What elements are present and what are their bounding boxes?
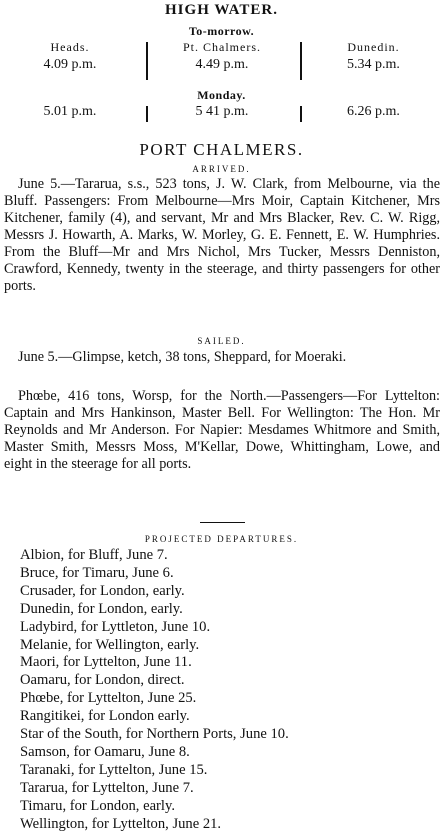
sailed-paragraph-2: Phœbe, 416 tons, Worsp, for the North.—Passengers—For Lyttelton: Captain and Mrs Hankinson, Master Bell. For Wellington: The Hon. Mr Reynolds and Mr Anderson. For Napier: Mesdames Whitmore and Smith, Master Smith, Messrs Moss, M'Kellar, Dowe, Whittingham, Lowe, and eight in the steerage for all ports. [4, 388, 440, 472]
departure-item: Crusader, for London, early. [20, 582, 185, 599]
tide-col-heads [0, 40, 140, 73]
tide-col-dunedin [304, 40, 443, 73]
heads-monday: 5.01 p.m. [43, 104, 97, 119]
departure-item: Star of the South, for Northern Ports, June 10. [20, 726, 289, 743]
high-water-title: HIGH WATER. [165, 2, 278, 18]
departure-item: Oamaru, for London, direct. [20, 672, 185, 689]
departure-item: Phœbe, for Lyttelton, June 25. [20, 690, 197, 707]
departure-item: Albion, for Bluff, June 7. [20, 547, 168, 563]
departure-item: Taranaki, for Lyttelton, June 15. [20, 761, 208, 778]
heads-tomorrow: 4.09 p.m. [43, 57, 97, 72]
col-head-heads: Heads. [50, 40, 90, 54]
col-separator [146, 106, 148, 122]
departure-item: Melanie, for Wellington, early. [20, 636, 200, 653]
departure-item: Samson, for Oamaru, June 8. [20, 743, 190, 760]
departure-item: Tararua, for Lyttelton, June 7. [20, 779, 194, 796]
departure-item: Maori, for Lyttelton, June 11. [20, 654, 192, 671]
departure-item: Ladybird, for Lyttleton, June 10. [20, 618, 211, 635]
col-separator [300, 42, 302, 80]
departures-list [20, 547, 440, 834]
col-head-dunedin: Dunedin. [347, 40, 400, 54]
departure-item: Dunedin, for London, early. [20, 600, 183, 617]
divider-rule [200, 522, 245, 523]
sailed-label: SAILED. [197, 336, 246, 346]
arrived-label: ARRIVED. [192, 164, 251, 174]
arrived-paragraph: June 5.—Tararua, s.s., 523 tons, J. W. Clark, from Melbourne, via the Bluff. Passengers: From Melbourne—Mrs Moir, Captain Kitchener, Mrs Kitchener, family (4), and servant, Mr and Mrs Blacker, Rev. C. W. Rigg, Messrs J. Howarth, A. Marks, W. Morley, G. E. Fennett, E. W. Humphries. From the Bluff—Mr and Mrs Nichol, Mrs Tucker, Messrs Denniston, Crawford, Kennedy, twenty in the steerage, and thirty passengers for other ports. [4, 176, 440, 294]
departure-item: Bruce, for Timaru, June 6. [20, 564, 174, 581]
col-separator [300, 106, 302, 122]
departure-item: Timaru, for London, early. [20, 797, 175, 814]
dunedin-monday: 6.26 p.m. [347, 104, 400, 119]
departure-item: Wellington, for Lyttelton, June 21. [20, 815, 222, 832]
projected-departures-label: PROJECTED DEPARTURES. [144, 534, 299, 544]
col-separator [146, 42, 148, 80]
departure-item: Rangitikei, for London early. [20, 708, 190, 725]
sailed-paragraph-1: June 5.—Glimpse, ketch, 38 tons, Sheppard, for Moeraki. [18, 349, 347, 365]
pt-chalmers-monday: 5 41 p.m. [195, 104, 249, 119]
monday-label: Monday. [197, 88, 246, 102]
col-head-pt-chalmers: Pt. Chalmers. [183, 40, 261, 54]
dunedin-tomorrow: 5.34 p.m. [347, 57, 400, 72]
tide-col-pt-chalmers [148, 40, 296, 73]
port-chalmers-title: PORT CHALMERS. [139, 140, 304, 159]
pt-chalmers-tomorrow: 4.49 p.m. [195, 57, 249, 72]
tomorrow-label: To-morrow. [188, 24, 255, 38]
